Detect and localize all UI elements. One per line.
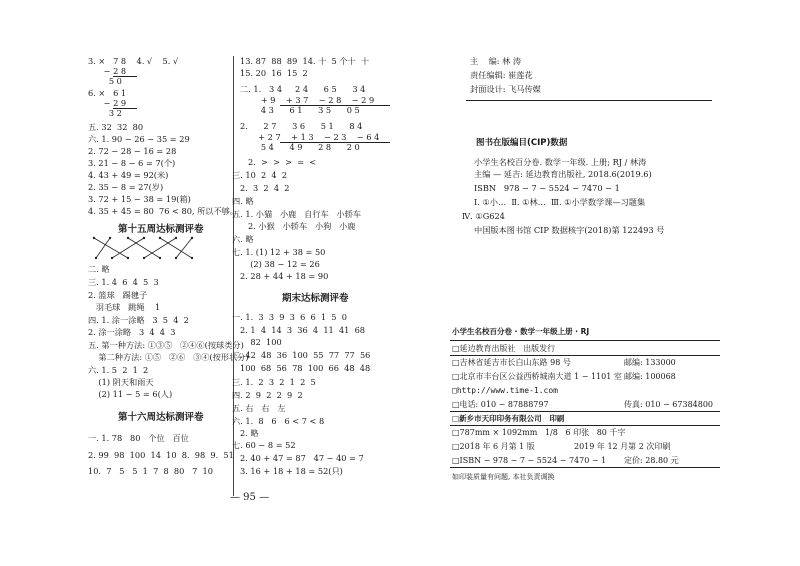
divider	[450, 411, 720, 412]
answer-line: − 2 8	[88, 66, 127, 76]
answer-line: 六. 略	[232, 234, 254, 244]
answer-line: 3. 21 − 8 − 6 = 7(个)	[88, 158, 176, 168]
answer-line: 13. 87 88 89 14. 十 5 个十 十	[240, 56, 370, 66]
publisher-line: □延边教育出版社 出版发行	[452, 344, 556, 353]
cip-line: 中国版本图书馆 CIP 数据核字(2018)第 122493 号	[474, 225, 665, 235]
divider	[450, 355, 720, 356]
answer-line: 五. 右 右 左	[232, 403, 286, 413]
answer-line: + 9 + 3 7 − 2 8 − 2 9	[240, 95, 375, 105]
answer-line: 5 0	[88, 76, 122, 86]
printer-line: □新乡市天印印务有限公司 印刷	[452, 414, 565, 423]
answer-line: 七. 60 − 8 = 52	[232, 440, 296, 450]
page-number: — 95 —	[230, 492, 270, 503]
price: 定价: 28.80 元	[624, 456, 679, 465]
answer-line: 2. 72 − 28 − 16 = 28	[88, 146, 177, 156]
phone: □电话: 010 − 87888797	[452, 400, 549, 409]
answer-line: 2. 略	[240, 428, 259, 438]
answer-line: 七. 1. (1) 12 + 38 = 50	[232, 247, 326, 257]
divider	[450, 340, 720, 341]
printing-line: 2019 年 12 月第 2 次印刷	[574, 442, 671, 451]
answer-line: 3 2	[88, 108, 122, 118]
cip-line: 主编 — 延吉: 延边教育出版社, 2018.6(2019.6)	[474, 169, 652, 179]
answer-line: 一. 1. 3 3 9 3 6 6 1 5 0	[232, 312, 347, 322]
answer-line: 四. 1. 涂一涂略 3 5 4 2	[88, 315, 189, 325]
answer-line: 2. 涂一涂略 3 4 4 3	[88, 327, 176, 337]
cip-line: Ⅳ. ①G624	[462, 211, 505, 221]
answer-line: 六. 1. 90 − 26 − 35 = 29	[88, 134, 190, 144]
answer-line: 二. 略	[88, 264, 110, 274]
answer-line: 2. 篮球 踢毽子	[88, 290, 148, 300]
cip-line: 小学生名校百分卷. 数学一年级. 上册; RJ / 林涛	[474, 157, 647, 167]
answer-line: 6. × 6 1	[88, 88, 127, 98]
answer-line: + 2 7 + 1 3 − 2 3 − 6 4	[240, 132, 380, 142]
postcode: 邮编: 100068	[624, 372, 676, 381]
answer-line: 82 100	[240, 337, 282, 347]
answer-line: (2) 11 − 5 = 6(人)	[88, 389, 173, 399]
answer-line: (2) 38 − 12 = 26	[232, 259, 320, 269]
answer-line: − 2 9	[88, 98, 127, 108]
answer-line: (1) 阴天和雨天	[88, 377, 154, 387]
cip-line: Ⅰ. ①小… Ⅱ. ①林… Ⅲ. ①小学数学课—习题集	[474, 197, 646, 207]
answer-line: 3. 16 + 18 + 18 = 52(只)	[240, 466, 343, 476]
answer-line: 2. > > > = <	[248, 157, 317, 167]
answer-line: 第二种方法: ①⑤ ②⑥ ③④(按形状分)	[88, 352, 249, 362]
website: □http://www.time-1.com	[452, 386, 558, 395]
answer-line: 五. 第一种方法: ①③⑤ ②④⑥(按球类分)	[88, 340, 244, 350]
divider	[450, 425, 720, 426]
divider	[466, 100, 712, 101]
answer-line: 4 3 6 1 3 5 0 5	[240, 105, 360, 115]
answer-line: 三. 1. 4 6 4 5 3	[88, 277, 159, 287]
fax: 传真: 010 − 67384800	[624, 400, 714, 409]
cip-line: ISBN 978 − 7 − 5524 − 7470 − 1	[474, 183, 620, 193]
column-divider	[233, 56, 234, 496]
answer-line: 五. 1. 小猫 小鹿 自行车 小轿车	[232, 209, 362, 219]
answer-line: 四. 略	[232, 196, 254, 206]
answer-line: 4. 43 + 49 = 92(米)	[88, 170, 169, 180]
answer-line: 15. 20 16 15 2	[240, 68, 308, 78]
answer-line: 2. 1 4 14 3 36 4 11 41 68	[240, 325, 365, 335]
answer-line: 二. 42 48 36 100 55 77 77 56	[232, 350, 371, 360]
matching-lines-figure	[88, 234, 218, 262]
quality-notice: 如印装质量有问题, 本社负责调换	[452, 473, 555, 481]
answer-line: 100 68 56 78 100 66 48 48	[240, 363, 371, 373]
book-title: 小学生名校百分卷 · 数学一年级上册 · RJ	[452, 327, 590, 336]
cip-title: 图书在版编目(CIP)数据	[476, 138, 568, 148]
answer-line: 2. 小猴 小轿车 小狗 小鹿	[248, 221, 356, 231]
answer-line: 10. 7 5 5 1 7 8 80 7 10	[88, 466, 213, 476]
answer-line: 2. 99 98 100 14 10 8. 98 9. 51	[88, 450, 234, 460]
answer-line: 3. × 7 8 4. √ 5. √	[88, 56, 179, 66]
answer-line: 羽毛球 跳绳 1	[88, 302, 161, 312]
answer-line: 六. 1. 5 2 1 2	[88, 365, 149, 375]
answer-line: 2. 28 + 44 + 18 = 90	[240, 271, 329, 281]
answer-line: 2. 3 2 4 2	[240, 183, 290, 193]
answer-line: 四. 2 9 2 2 9 2	[232, 390, 303, 400]
answer-line: 二. 1. 3 4 2 4 6 5 3 4	[240, 84, 366, 94]
answer-line: 六. 1. 8 6 6 < 7 < 8	[232, 416, 325, 426]
section-title-week16: 第十六周达标测评卷	[118, 412, 204, 423]
answer-line: 三. 10 2 4 2	[232, 170, 288, 180]
credit-cover-design: 封面设计: 飞马传媒	[470, 84, 541, 94]
answer-line: 2. 2 7 3 6 5 1 8 4	[240, 121, 363, 131]
answer-line: 五. 32 32 80	[88, 122, 144, 132]
isbn-line: □ISBN − 978 − 7 − 5524 − 7470 − 1	[452, 456, 607, 465]
answer-line: 5 4 4 9 2 8 2 0	[240, 142, 360, 152]
section-title-week15: 第十五周达标测评卷	[118, 224, 204, 235]
divider	[450, 467, 720, 468]
answer-line: 4. 35 + 45 = 80 76 < 80, 所以不够。	[88, 206, 239, 216]
answer-line: 2. 35 − 8 = 27(岁)	[88, 182, 164, 192]
section-title-final: 期末达标测评卷	[282, 293, 349, 304]
answer-line: 一. 1. 78 80 个位 百位	[88, 433, 189, 443]
answer-line: 2. 40 + 47 = 87 47 − 40 = 7	[240, 453, 364, 463]
credit-editor: 主 编: 林 涛	[470, 56, 522, 66]
format-line: □787mm × 1092mm 1/8 6 印张 80 千字	[452, 428, 626, 437]
credit-responsible-editor: 责任编辑: 崔莲花	[470, 70, 533, 80]
address-line: □吉林省延吉市长白山东路 98 号	[452, 358, 571, 367]
address-line: □北京市丰台区公益西桥城南大道 1 − 1101 室	[452, 372, 622, 381]
postcode: 邮编: 133000	[624, 358, 676, 367]
answer-line: 3. 72 + 15 − 38 = 19(箱)	[88, 194, 191, 204]
edition-line: □2018 年 6 月第 1 版	[452, 442, 535, 451]
answer-line: 三. 1. 2 3 2 1 2 5	[232, 377, 316, 387]
